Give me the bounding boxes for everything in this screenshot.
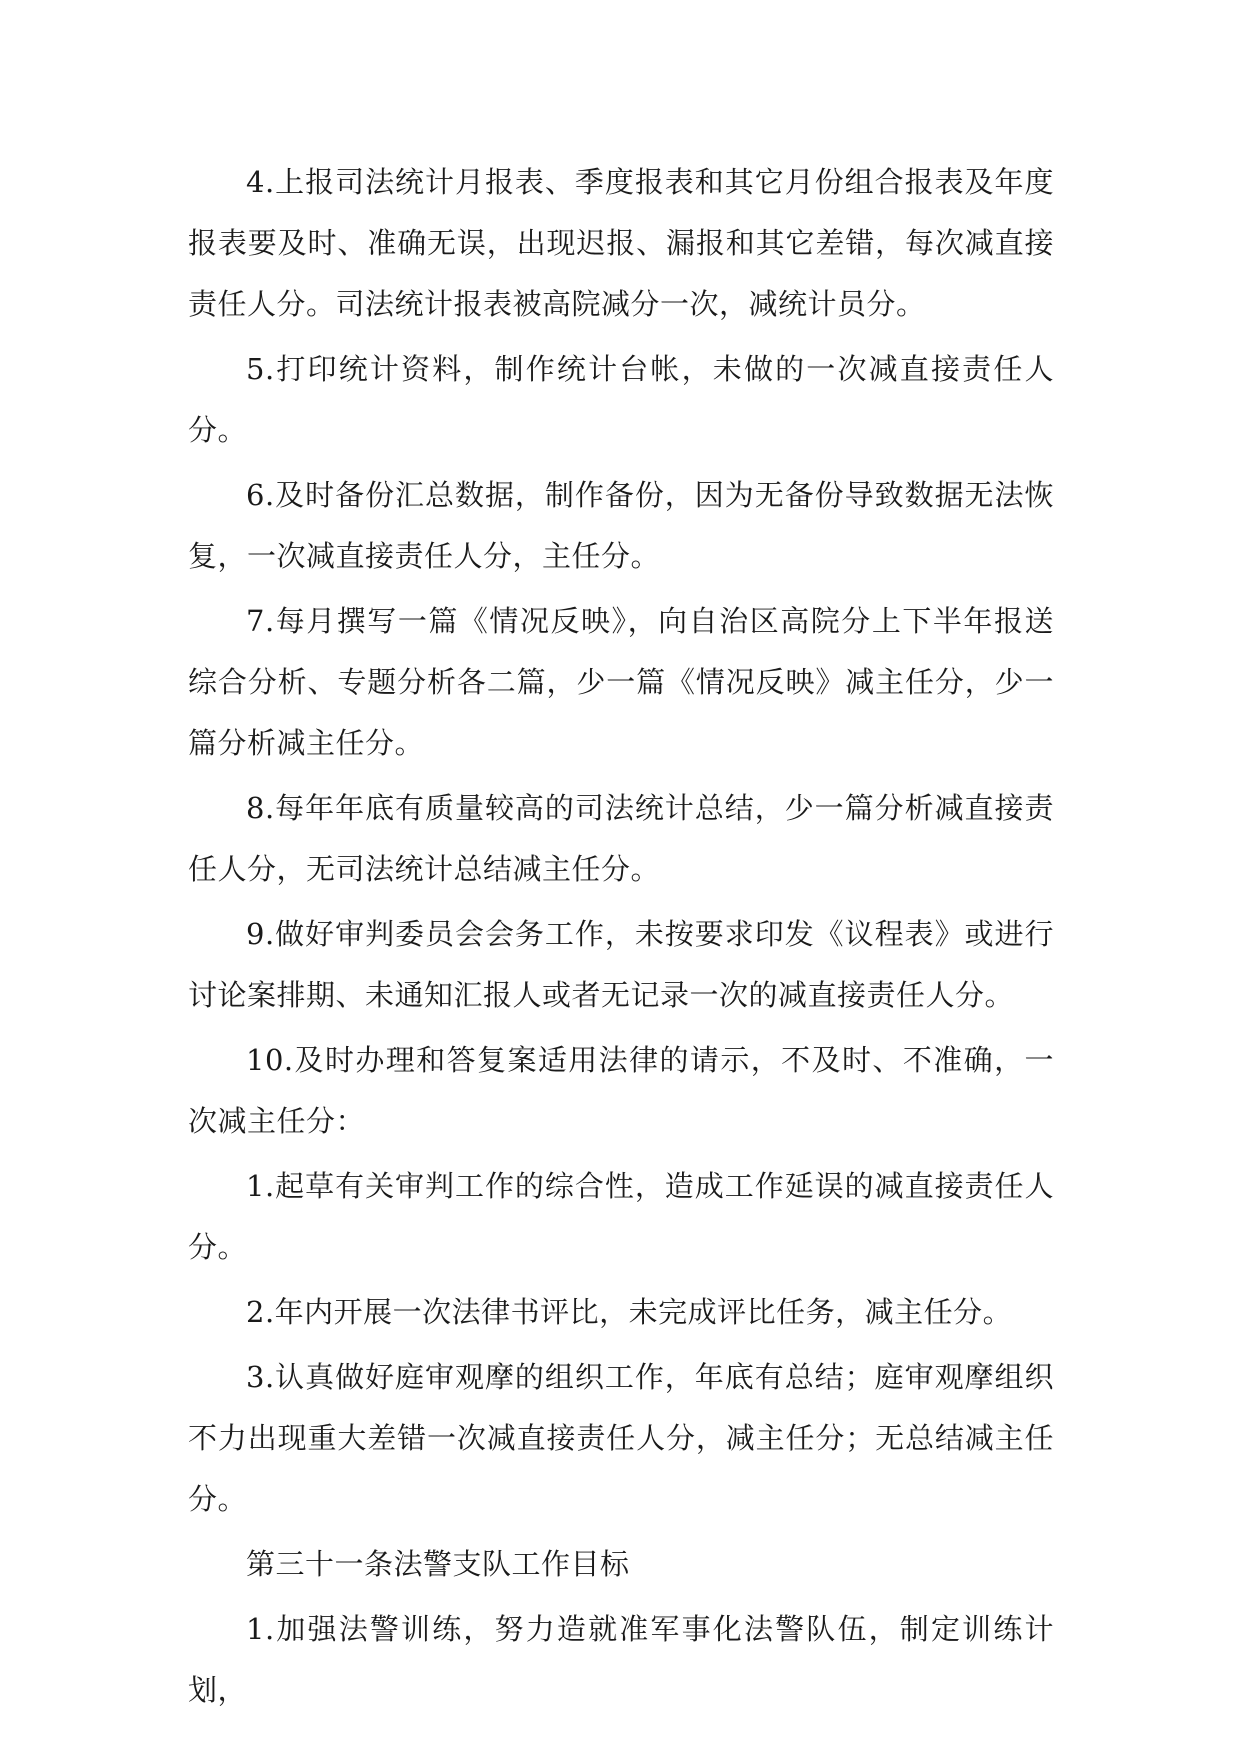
paragraph-item-7-monthly-report: 7.每月撰写一篇《情况反映》，向自治区高院分上下半年报送综合分析、专题分析各二篇，少一篇《情况反映》减主任分，少一篇分析减主任分。	[188, 604, 1054, 760]
document-body	[188, 152, 1054, 1725]
paragraph-item-10-legal-requests: 10.及时办理和答复案适用法律的请示，不及时、不准确，一次减主任分：	[188, 1043, 1054, 1138]
paragraph-item-4-statistics-reports: 4.上报司法统计月报表、季度报表和其它月份组合报表及年度报表要及时、准确无误，出现迟报、漏报和其它差错，每次减直接责任人分。司法统计报表被高院减分一次，减统计员分。	[188, 165, 1054, 321]
paragraph-item-9-committee-affairs: 9.做好审判委员会会务工作，未按要求印发《议程表》或进行讨论案排期、未通知汇报人或者无记录一次的减直接责任人分。	[188, 917, 1054, 1012]
paragraph-item-6-backup-data: 6.及时备份汇总数据，制作备份，因为无备份导致数据无法恢复，一次减直接责任人分，主任分。	[188, 478, 1054, 573]
paragraph-subitem-2-evaluation: 2.年内开展一次法律书评比，未完成评比任务，减主任分。	[246, 1295, 1013, 1329]
paragraph-item-8-annual-summary: 8.每年年底有质量较高的司法统计总结，少一篇分析减直接责任人分，无司法统计总结减主任分。	[188, 791, 1054, 886]
section-heading-article-31: 第三十一条法警支队工作目标	[246, 1547, 630, 1581]
paragraph-subitem-1-drafting: 1.起草有关审判工作的综合性，造成工作延误的减直接责任人分。	[188, 1169, 1054, 1264]
paragraph-item-5-print-statistics: 5.打印统计资料，制作统计台帐，未做的一次减直接责任人分。	[188, 352, 1054, 447]
paragraph-subitem-3-trial-observation: 3.认真做好庭审观摩的组织工作，年底有总结；庭审观摩组织不力出现重大差错一次减直接责任人分，减主任分；无总结减主任分。	[188, 1360, 1054, 1516]
paragraph-item-1-bailiff-training: 1.加强法警训练，努力造就准军事化法警队伍，制定训练计划，	[188, 1612, 1054, 1707]
